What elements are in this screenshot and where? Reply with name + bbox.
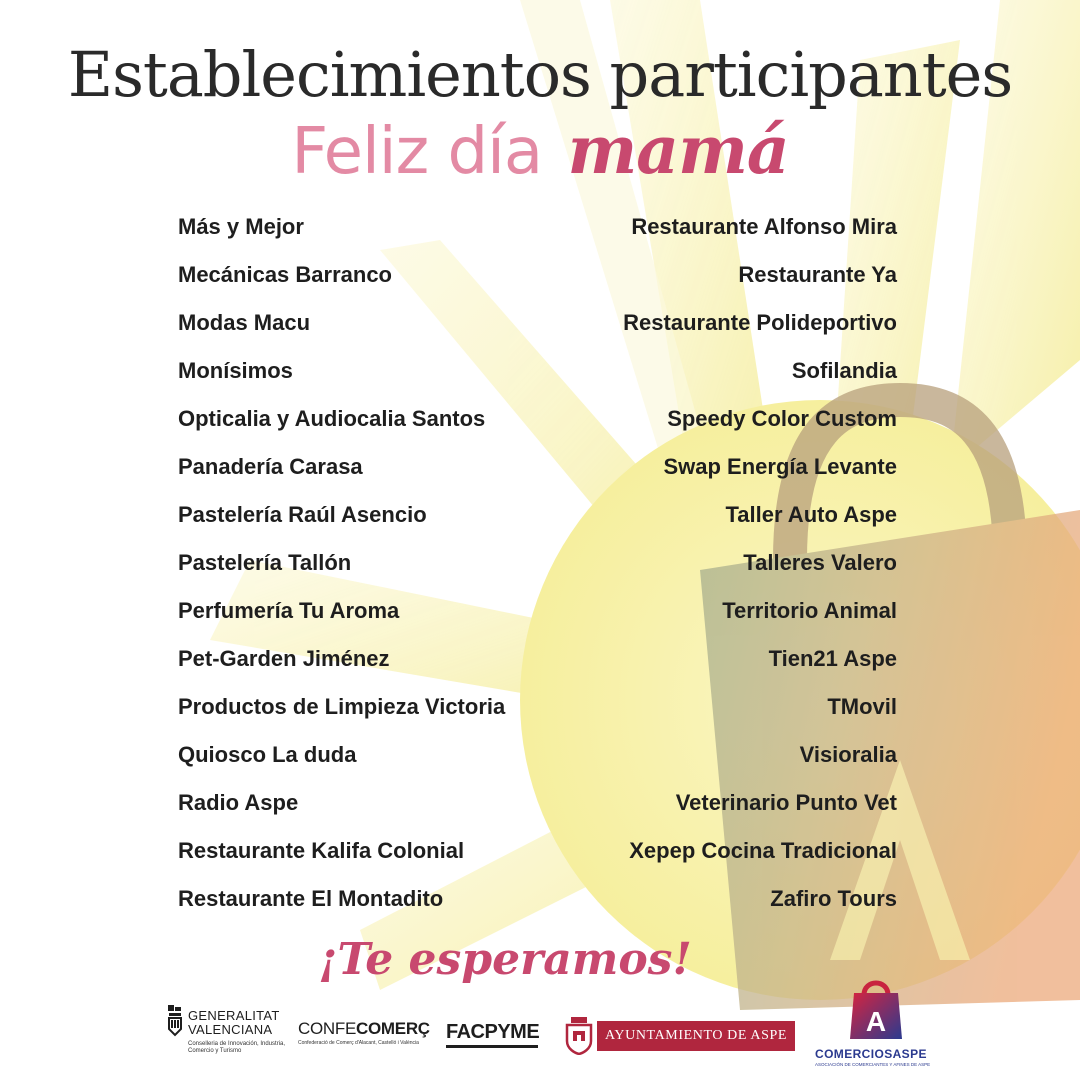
confecomerc-subtitle: Confederació de Comerç d'Alacant, Castelló i València <box>298 1040 419 1046</box>
sponsor-logos <box>0 995 1080 1075</box>
facpyme-name: FACPYME <box>446 1021 540 1043</box>
generalitat-name <box>188 1009 280 1037</box>
page-title: Establecimientos participantes <box>67 38 1013 111</box>
establishment-right-item: Swap Energía Levante <box>663 454 897 479</box>
comercios-aspe-bag-icon <box>848 973 904 1043</box>
confecomerc-name <box>298 1019 428 1039</box>
establishment-left-item: Restaurante Kalifa Colonial <box>178 838 465 863</box>
ayuntamiento-logo <box>565 1017 797 1055</box>
generalitat-name-line2: VALENCIANA <box>188 1022 273 1037</box>
establishment-left-item: Pastelería Tallón <box>178 550 352 575</box>
establishment-right-item: Territorio Animal <box>722 598 897 623</box>
establishment-right-item: TMovil <box>827 694 897 719</box>
establishment-left-item: Pet-Garden Jiménez <box>178 646 390 671</box>
generalitat-crest-icon <box>166 1003 184 1043</box>
subtitle-text: Feliz día <box>291 115 543 189</box>
establishment-left-item: Mecánicas Barranco <box>178 262 392 287</box>
confecomerc-name-a: CONFE <box>298 1019 357 1038</box>
establishment-left-item: Pastelería Raúl Asencio <box>178 502 427 527</box>
ayuntamiento-crest-icon <box>565 1017 593 1055</box>
confecomerc-logo <box>298 1019 428 1046</box>
establishment-left-item: Restaurante El Montadito <box>178 886 444 911</box>
establishment-right-item: Sofilandia <box>791 358 897 383</box>
facpyme-logo <box>446 1021 546 1048</box>
establishment-right-item: Taller Auto Aspe <box>725 502 897 527</box>
establishment-right-item: Xepep Cocina Tradicional <box>629 838 897 863</box>
establishment-left-item: Perfumería Tu Aroma <box>178 598 400 623</box>
establishment-right-item: Restaurante Ya <box>738 262 897 287</box>
establishment-right-item: Veterinario Punto Vet <box>675 790 897 815</box>
establishment-right-item: Talleres Valero <box>743 550 897 575</box>
establishment-right-item: Zafiro Tours <box>770 886 897 911</box>
establishment-right-item: Restaurante Polideportivo <box>623 310 897 335</box>
establishments-list-right <box>497 208 897 928</box>
confecomerc-name-b: COMERÇ <box>356 1019 430 1038</box>
establishment-left-item: Radio Aspe <box>178 790 299 815</box>
establishment-left-item: Panadería Carasa <box>178 454 363 479</box>
establishment-right-item: Visioralia <box>799 742 897 767</box>
establishment-left-item: Modas Macu <box>178 310 311 335</box>
establishment-right-item: Tien21 Aspe <box>768 646 897 671</box>
generalitat-subtitle: Conselleria de Innovación, Industria, Comercio y Turismo <box>188 1041 286 1054</box>
establishment-right-item: Restaurante Alfonso Mira <box>631 214 897 239</box>
subtitle-script-text: mamá <box>567 111 789 189</box>
generalitat-name-line1: GENERALITAT <box>188 1008 280 1023</box>
establishment-left-item: Monísimos <box>178 358 293 383</box>
facpyme-underline <box>446 1045 538 1048</box>
comercios-aspe-name: COMERCIOSASPE <box>815 1047 927 1061</box>
generalitat-logo <box>166 1003 296 1063</box>
establishment-left-item: Quiosco La duda <box>178 742 357 767</box>
establishment-left-item: Opticalia y Audiocalia Santos <box>178 406 486 431</box>
establishment-left-item: Productos de Limpieza Victoria <box>178 694 506 719</box>
comercios-aspe-subtitle: ASOCIACIÓN DE COMERCIANTES Y AFINES DE ASPE <box>815 1062 931 1067</box>
ayuntamiento-name: AYUNTAMIENTO DE ASPE <box>597 1021 795 1051</box>
comercios-aspe-logo <box>815 973 955 1073</box>
comercios-aspe-bag-letter: A <box>865 1006 887 1037</box>
call-to-action: ¡Te esperamos! <box>318 934 692 985</box>
page-subtitle <box>0 110 1080 192</box>
establishment-right-item: Speedy Color Custom <box>667 406 897 431</box>
establishment-left-item: Más y Mejor <box>178 214 304 239</box>
